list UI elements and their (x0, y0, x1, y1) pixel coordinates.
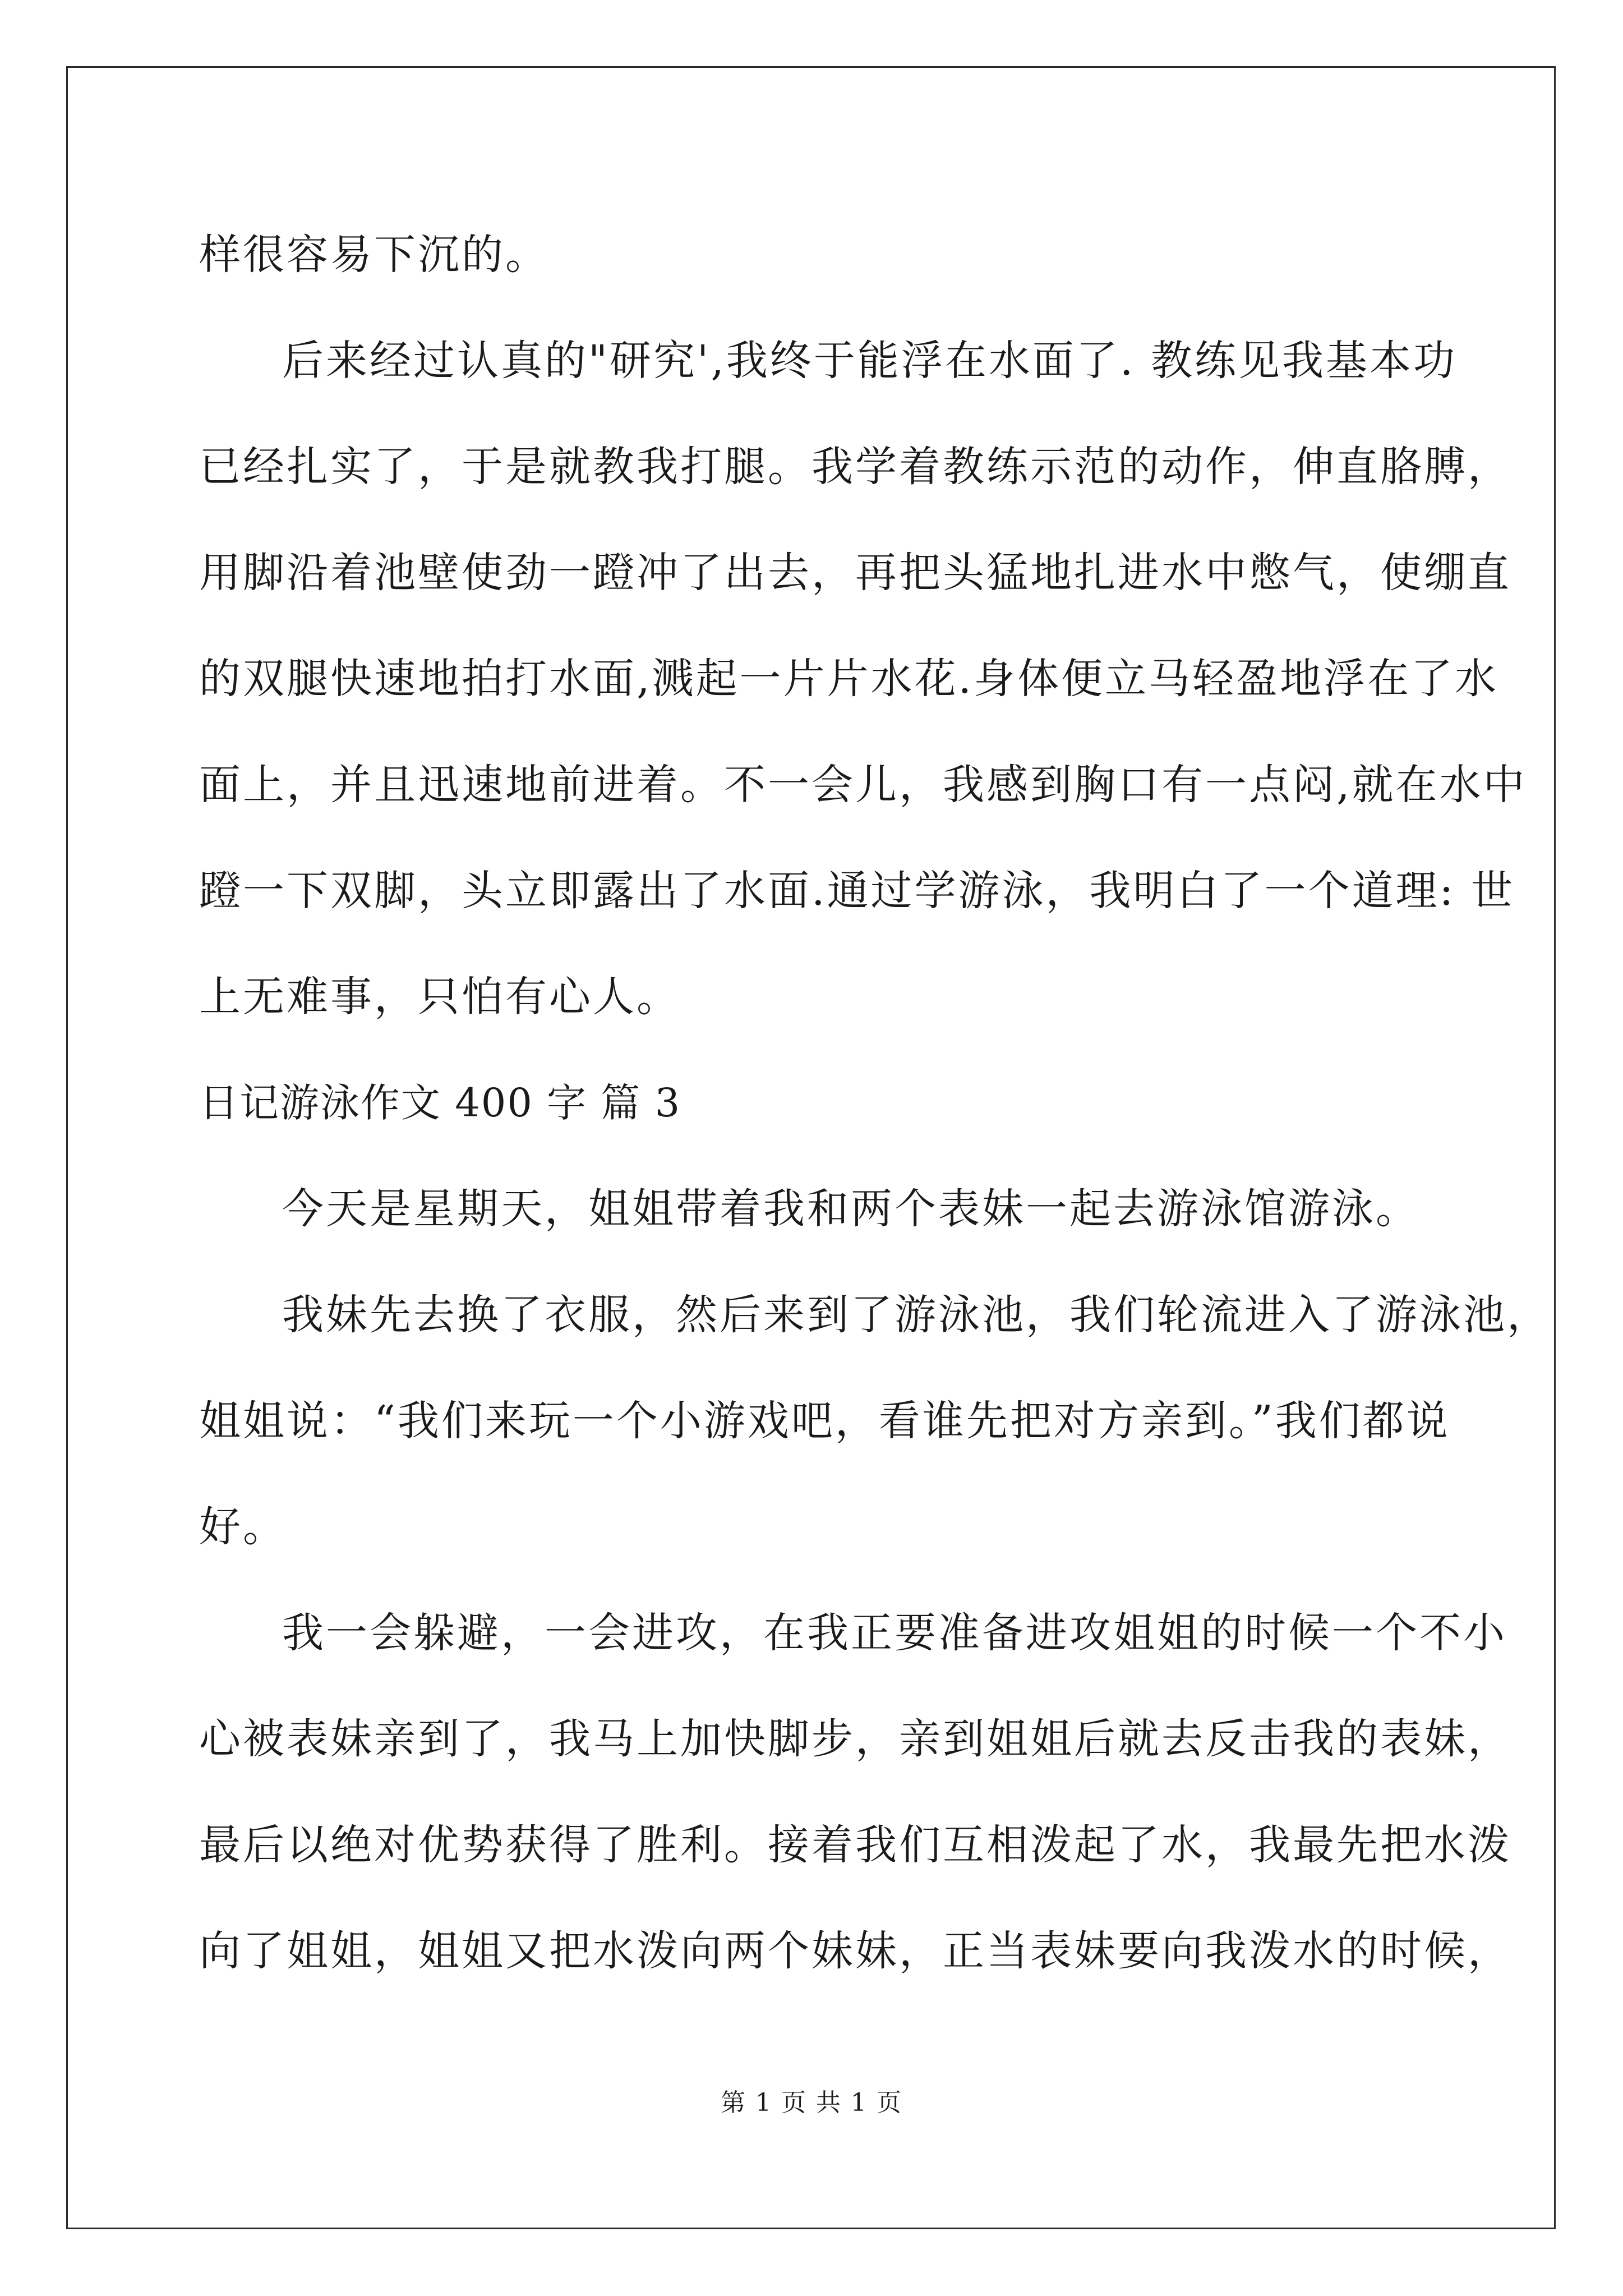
text-line: 姐姐说：“我们来玩一个小游戏吧，看谁先把对方亲到。”我们都说 (199, 1397, 1450, 1445)
text-line: 上无难事，只怕有心人。 (199, 973, 680, 1021)
text-line: 我妹先去换了衣服，然后来到了游泳池，我们轮流进入了游泳池， (282, 1291, 1551, 1339)
text-line: 向了姐姐，姐姐又把水泼向两个妹妹，正当表妹要向我泼水的时候， (199, 1927, 1511, 1975)
text-line: 已经扎实了，于是就教我打腿。我学着教练示范的动作，伸直胳膊， (199, 443, 1511, 491)
document-body (199, 202, 1551, 2004)
text-line: 最后以绝对优势获得了胜利。接着我们互相泼起了水，我最先把水泼 (199, 1821, 1511, 1869)
text-line: 的双腿快速地拍打水面,溅起一片片水花.身体便立马轻盈地浮在了水 (199, 655, 1499, 703)
text-line: 用脚沿着池壁使劲一蹬冲了出去，再把头猛地扎进水中憋气，使绷直 (199, 549, 1511, 597)
section-heading: 日记游泳作文 400 字 篇 3 (199, 1080, 681, 1126)
text-line: 后来经过认真的"研究',我终于能浮在水面了. 教练见我基本功 (282, 337, 1457, 385)
text-line: 我一会躲避，一会进攻，在我正要准备进攻姐姐的时候一个不小 (282, 1609, 1507, 1657)
page-number-footer: 第 1 页 共 1 页 (721, 2088, 902, 2117)
text-line: 好。 (199, 1503, 287, 1551)
text-line: 面上，并且迅速地前进着。不一会儿，我感到胸口有一点闷,就在水中 (199, 761, 1527, 809)
text-line: 蹬一下双脚，头立即露出了水面.通过学游泳，我明白了一个道理: 世 (199, 867, 1515, 915)
text-line: 心被表妹亲到了，我马上加快脚步，亲到姐姐后就去反击我的表妹， (199, 1715, 1511, 1763)
text-line: 样很容易下沉的。 (199, 231, 549, 279)
text-line: 今天是星期天，姐姐带着我和两个表妹一起去游泳馆游泳。 (282, 1185, 1419, 1233)
